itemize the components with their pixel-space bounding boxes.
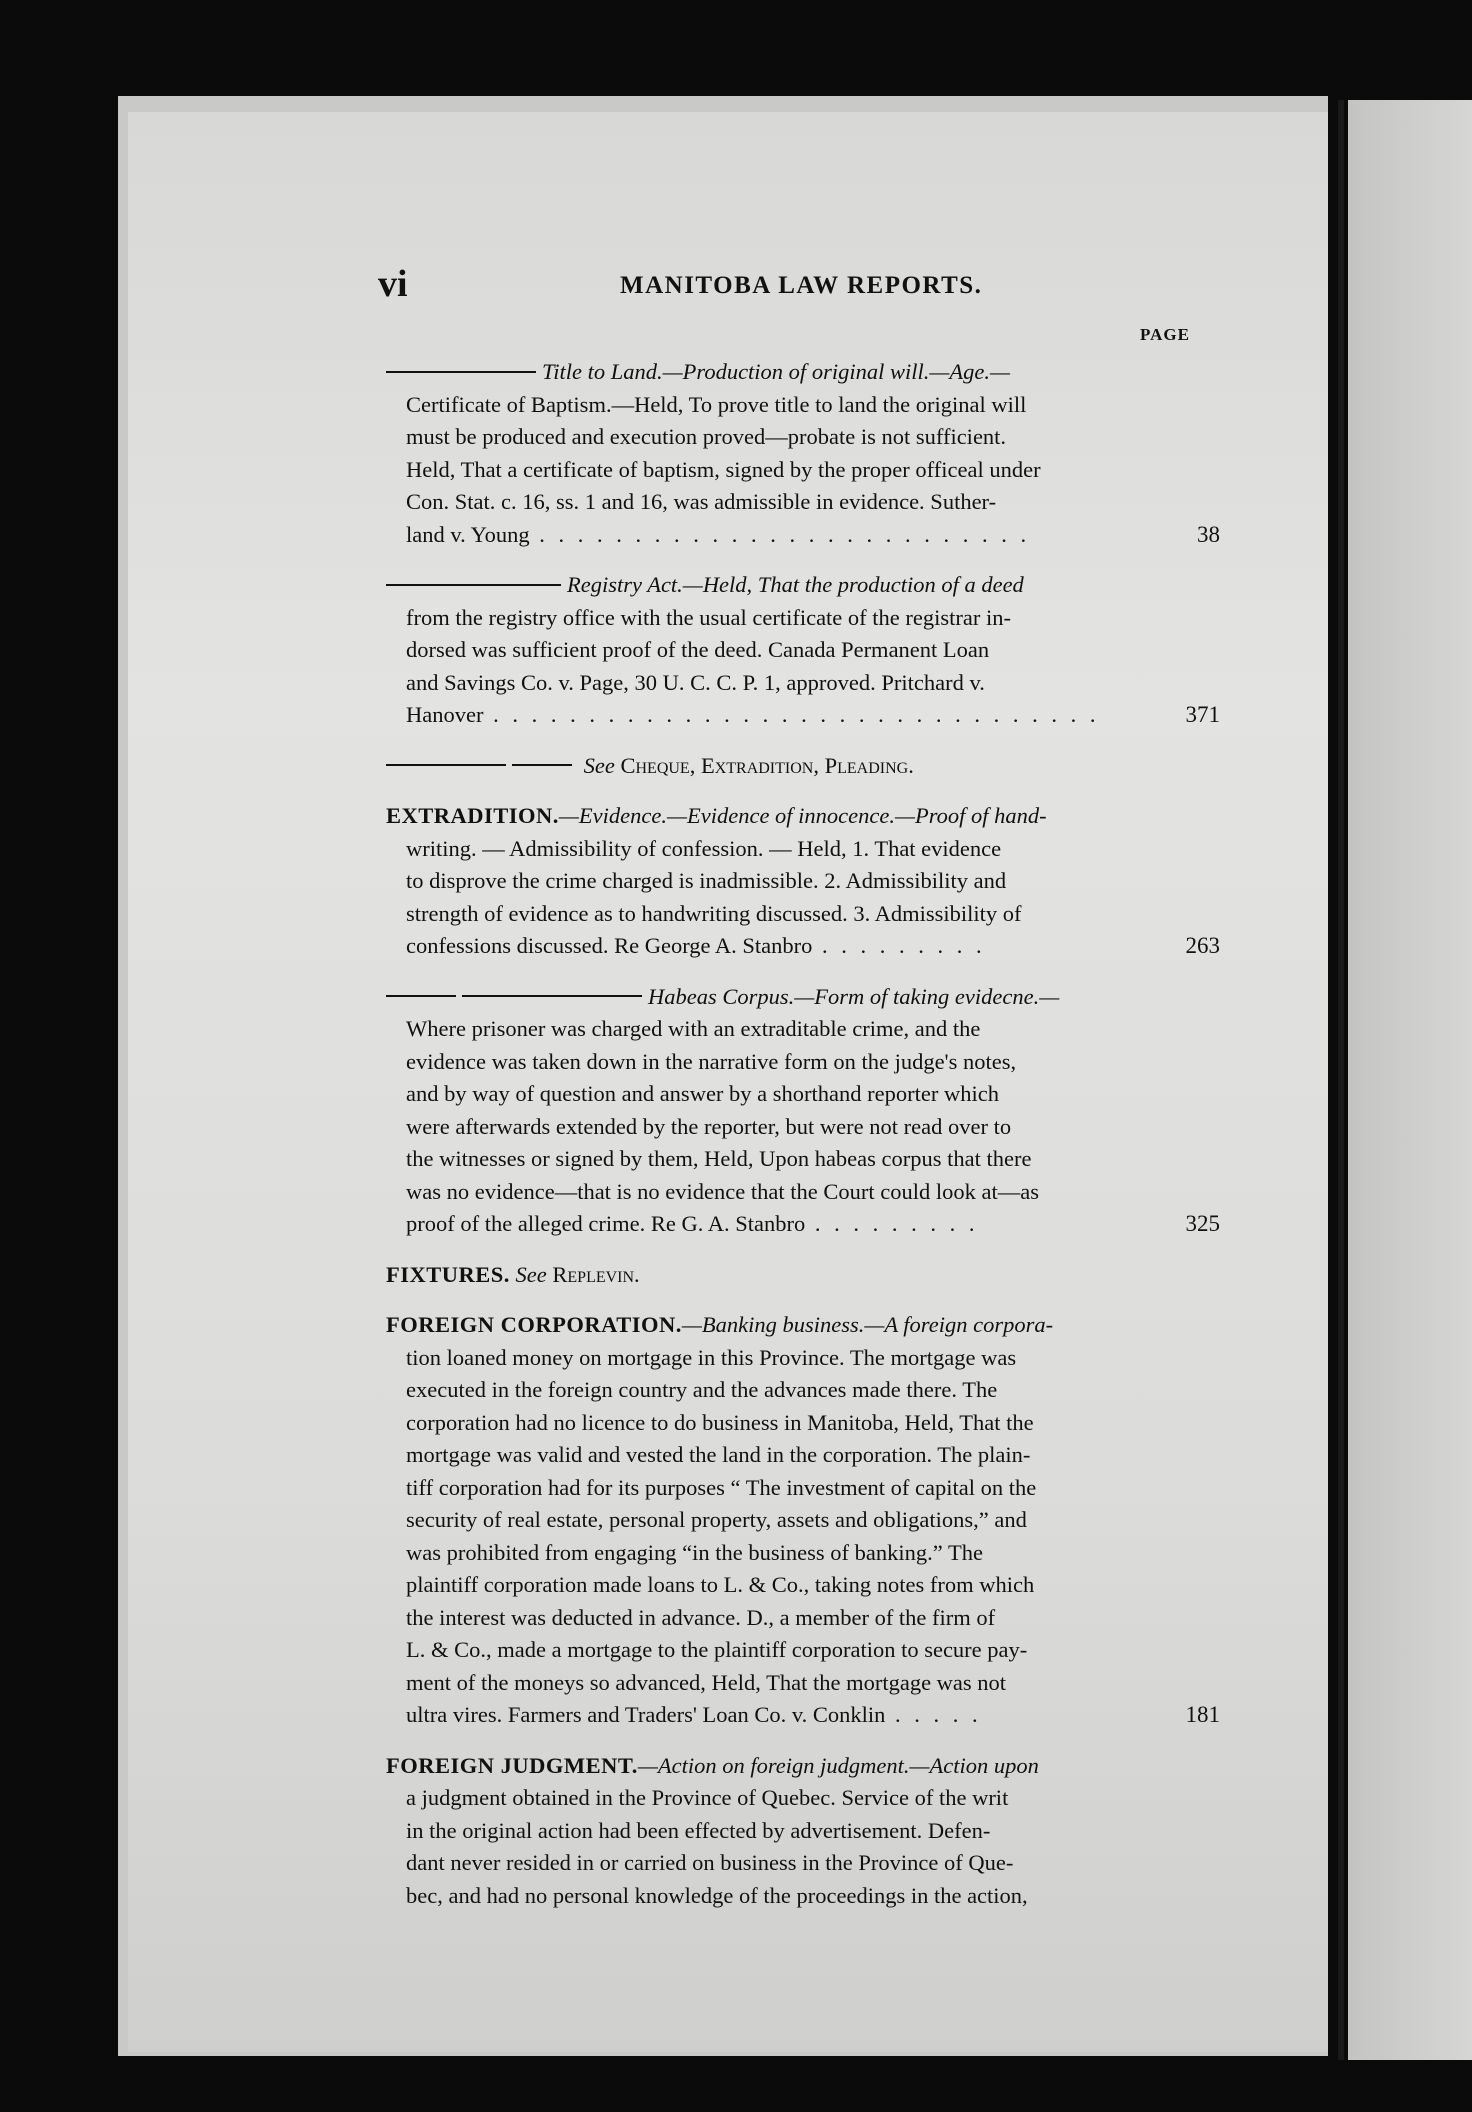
page-reference: 325 — [1185, 1211, 1220, 1236]
entry-line: dorsed was sufficient proof of the deed. Canada Permanent Loan — [406, 637, 990, 662]
entry-last-line: Hanover — [406, 702, 484, 727]
index-entry-title-to-land — [386, 356, 1220, 551]
index-entries — [386, 356, 1220, 1930]
dot-leader: . . . . . . . . . . . . . . . . . . . . . . . . . . — [529, 521, 1031, 547]
entry-last-line: ultra vires. Farmers and Traders' Loan Co. v. Conklin — [406, 1702, 886, 1727]
entry-line: Con. Stat. c. 16, ss. 1 and 16, was admissible in evidence. Suther- — [406, 489, 997, 514]
entry-line: strength of evidence as to handwriting discussed. 3. Admissibility of — [406, 900, 1022, 926]
entry-line: —Action on foreign judgment.—Action upon — [637, 1752, 1039, 1778]
ditto-dash — [462, 995, 642, 997]
entry-line: writing. — Admissibility of confession. — Held, 1. That evidence — [406, 835, 1002, 861]
entry-line: L. & Co., made a mortgage to the plaintiff corporation to secure pay- — [406, 1637, 1028, 1662]
index-entry-fixtures — [386, 1259, 1196, 1292]
ditto-dash — [386, 584, 561, 586]
entry-line: executed in the foreign country and the advances made there. The — [406, 1377, 998, 1402]
dot-leader: . . . . . . . . . — [805, 1211, 979, 1236]
ditto-dash — [512, 764, 572, 766]
entry-line: was no evidence—that is no evidence that the Court could look at—as — [406, 1178, 1039, 1204]
entry-line: plaintiff corporation made loans to L. & Co., taking notes from which — [406, 1572, 1035, 1597]
entry-line: Certificate of Baptism.—Held, To prove title to land the original will — [406, 391, 1027, 417]
entry-line: from the registry office with the usual certificate of the registrar in- — [406, 604, 1011, 630]
entry-last-line: proof of the alleged crime. Re G. A. Stanbro — [406, 1211, 806, 1236]
entry-line: and by way of question and answer by a shorthand reporter which — [406, 1081, 999, 1106]
entry-line: must be produced and execution proved—probate is not sufficient. — [406, 424, 1007, 449]
entry-heading: FOREIGN CORPORATION. — [386, 1312, 682, 1337]
entry-line: tion loaned money on mortgage in this Province. The mortgage was — [406, 1344, 1017, 1370]
gutter-rule — [1338, 100, 1344, 2060]
cross-references: Replevin. — [552, 1261, 640, 1287]
entry-heading: FOREIGN JUDGMENT. — [386, 1752, 638, 1778]
dot-leader: . . . . . . . . . — [812, 933, 986, 958]
entry-line: —Banking business.—A foreign corpora- — [681, 1312, 1054, 1337]
dot-leader: . . . . . . . . . . . . . . . . . . . . . . . . . . . . . . . . — [483, 702, 1100, 727]
entry-heading: EXTRADITION. — [386, 803, 559, 828]
entry-line: —Evidence.—Evidence of innocence.—Proof of hand- — [558, 803, 1047, 828]
entry-line: were afterwards extended by the reporter, but were not read over to — [406, 1113, 1012, 1139]
entry-line: corporation had no licence to do business in Manitoba, Held, That the — [406, 1409, 1034, 1435]
entry-last-line: land v. Young — [406, 521, 530, 547]
entry-line: Habeas Corpus.—Form of taking evidecne.— — [648, 983, 1060, 1009]
index-entry-habeas-corpus — [386, 981, 1220, 1241]
entry-line: bec, and had no personal knowledge of the proceedings in the action, — [406, 1882, 1028, 1908]
ditto-dash — [386, 995, 456, 997]
page-column-label: PAGE — [1140, 325, 1190, 344]
entry-line: the interest was deducted in advance. D., a member of the firm of — [406, 1604, 996, 1630]
entry-line: mortgage was valid and vested the land in the corporation. The plain- — [406, 1442, 1031, 1467]
folio-number: vi — [378, 263, 408, 305]
index-entry-foreign-judgment — [386, 1750, 1196, 1913]
entry-line: tiff corporation had for its purposes “ The investment of capital on the — [406, 1474, 1037, 1500]
entry-line: ment of the moneys so advanced, Held, That the mortgage was not — [406, 1669, 1007, 1695]
entry-line: Where prisoner was charged with an extraditable crime, and the — [406, 1016, 981, 1041]
entry-line: in the original action had been effected by advertisement. Defen- — [406, 1817, 991, 1843]
entry-line: Title to Land.—Production of original will.—Age.— — [542, 359, 1010, 384]
entry-line: security of real estate, personal property, assets and obligations,” and — [406, 1507, 1027, 1532]
ditto-dash — [386, 764, 506, 766]
page-reference: 181 — [1185, 1702, 1220, 1727]
entry-line: evidence was taken down in the narrative form on the judge's notes, — [406, 1048, 1017, 1074]
entry-last-line: confessions discussed. Re George A. Stanbro — [406, 933, 813, 958]
index-entry-see-cheque — [386, 750, 1196, 783]
entry-line: was prohibited from engaging “in the business of banking.” The — [406, 1539, 983, 1565]
entry-heading: FIXTURES. — [386, 1261, 510, 1287]
index-entry-registry-act — [386, 569, 1220, 732]
entry-line: Registry Act.—Held, That the production of a deed — [567, 572, 1024, 597]
page-reference: 263 — [1185, 933, 1220, 958]
entry-line: Held, That a certificate of baptism, signed by the proper officeal under — [406, 456, 1041, 482]
entry-line: the witnesses or signed by them, Held, Upon habeas corpus that there — [406, 1146, 1032, 1171]
ditto-dash — [386, 371, 536, 373]
see-label: See — [583, 752, 615, 778]
running-title: MANITOBA LAW REPORTS. — [620, 272, 983, 299]
cross-references: Cheque, Extradition, Pleading. — [620, 752, 914, 778]
see-label: See — [515, 1261, 547, 1287]
entry-line: dant never resided in or carried on business in the Province of Que- — [406, 1850, 1014, 1875]
index-entry-extradition — [386, 800, 1220, 963]
dot-leader: . . . . . — [885, 1702, 982, 1727]
page-reference: 38 — [1197, 521, 1220, 547]
entry-line: and Savings Co. v. Page, 30 U. C. C. P. 1, approved. Pritchard v. — [406, 669, 985, 695]
page-reference: 371 — [1185, 702, 1220, 727]
entry-line: a judgment obtained in the Province of Quebec. Service of the writ — [406, 1785, 1009, 1810]
adjacent-page-edge — [1348, 100, 1472, 2060]
entry-line: to disprove the crime charged is inadmissible. 2. Admissibility and — [406, 868, 1007, 893]
index-entry-foreign-corporation — [386, 1309, 1220, 1732]
